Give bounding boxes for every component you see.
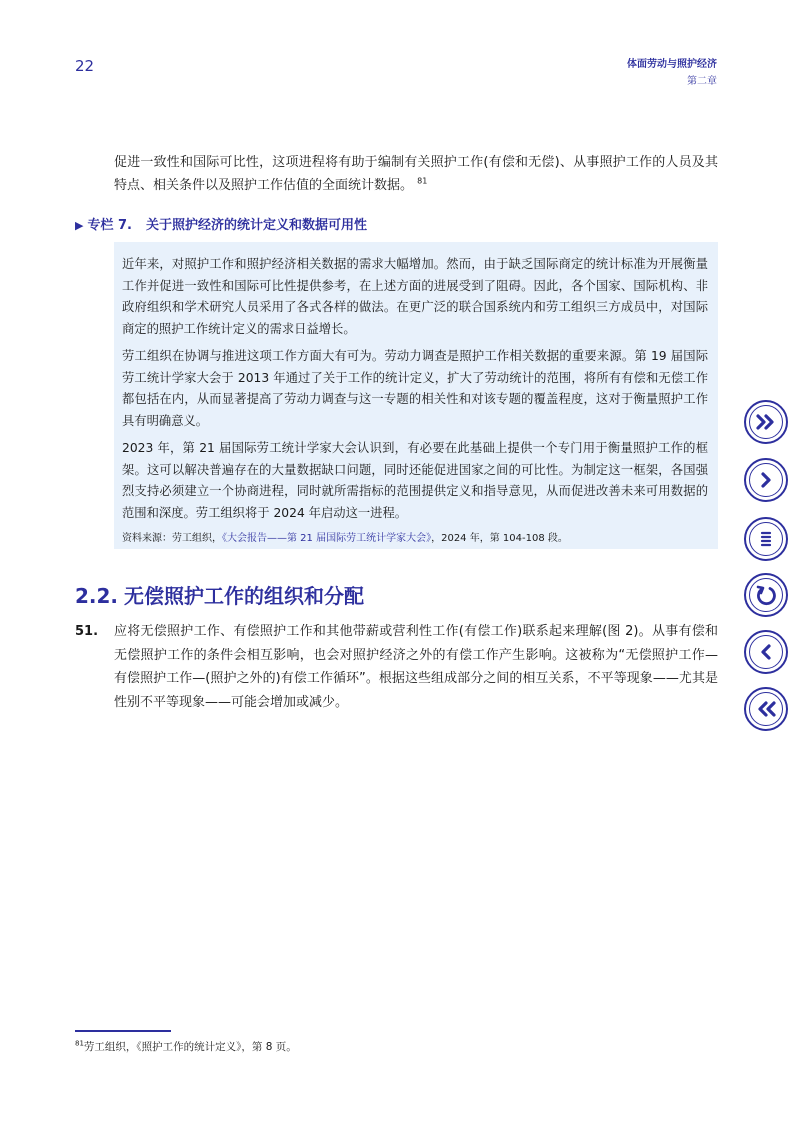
box-paragraph-1: 近年来，对照护工作和照护经济相关数据的需求大幅增加。然而，由于缺乏国际商定的统计标准为开展衡量工作并促进一致性和国际可比性提供参考，在上述方面的进展受到了阻碍。因此，各个国家、国际机构、非政府组织和学术研究人员采用了各式各样的做法。在更广泛的联合国系统内和劳工组织三方成员中，对国际商定的照护工作统计定义的需求日益增长。 bbox=[122, 257, 708, 336]
menu-icon bbox=[749, 522, 783, 556]
box-title bbox=[75, 214, 367, 233]
previous-section-button[interactable] bbox=[744, 687, 788, 731]
double-chevron-left-icon bbox=[749, 692, 783, 726]
box-source bbox=[122, 530, 708, 548]
triangle-marker-icon: ▶ bbox=[75, 219, 84, 232]
chapter-label: 第二章 bbox=[687, 76, 717, 87]
next-section-button[interactable] bbox=[744, 400, 788, 444]
chevron-right-icon bbox=[749, 463, 783, 497]
back-icon bbox=[749, 578, 783, 612]
footnote-number: 81 bbox=[75, 1039, 84, 1048]
next-page-button[interactable] bbox=[744, 458, 788, 502]
source-title-link[interactable]: 《大会报告——第 21 届国际劳工统计学家大会》 bbox=[222, 533, 432, 544]
footnote-divider bbox=[75, 1030, 171, 1032]
box-paragraph-2: 劳工组织在协调与推进这项工作方面大有可为。劳动力调查是照护工作相关数据的重要来源。第 19 届国际劳工统计学家大会于 2013 年通过了关于工作的统计定义，扩大了劳动统计的范围，将所有有偿和无偿工作都包括在内，从而显著提高了劳动力调查与这一专题的相关性和对该专题的覆盖程度，这对于衡量照护工作具有明确意义。 bbox=[122, 349, 708, 428]
paragraph-number: 51. bbox=[75, 624, 99, 639]
double-chevron-right-icon bbox=[749, 405, 783, 439]
previous-page-button[interactable] bbox=[744, 630, 788, 674]
section-heading bbox=[75, 580, 364, 609]
running-head bbox=[627, 58, 717, 89]
box-number: 专栏 7. bbox=[87, 218, 132, 233]
intro-paragraph bbox=[114, 151, 718, 197]
back-button[interactable] bbox=[744, 573, 788, 617]
paragraph-text: 应将无偿照护工作、有偿照护工作和其他带薪或营利性工作(有偿工作)联系起来理解(图 2)。从事有偿和无偿照护工作的条件会相互影响，也会对照护经济之外的有偿工作产生影响。这被称为“无偿照护工作—有偿照护工作—(照护之外的)有偿工作循环”。根据这些组成部分之间的相互关系，不平等现象——尤其是性别不平等现象——可能会增加或减少。 bbox=[114, 624, 718, 710]
publication-title: 体面劳动与照护经济 bbox=[627, 59, 717, 70]
contents-button[interactable] bbox=[744, 517, 788, 561]
box-title-text: 关于照护经济的统计定义和数据可用性 bbox=[145, 218, 367, 233]
footnote bbox=[75, 1040, 297, 1054]
source-prefix: 资料来源：劳工组织， bbox=[122, 533, 222, 544]
footnote-text: 劳工组织，《照护工作的统计定义》，第 8 页。 bbox=[83, 1041, 297, 1053]
source-suffix: ，2024 年，第 104-108 段。 bbox=[431, 533, 568, 544]
section-title: 无偿照护工作的组织和分配 bbox=[124, 584, 365, 608]
box-paragraph-3: 2023 年，第 21 届国际劳工统计学家大会认识到，有必要在此基础上提供一个专门用于衡量照护工作的框架。这可以解决普遍存在的大量数据缺口问题，同时还能促进国家之间的可比性。为制定这一框架，各国强烈支持必须建立一个协商进程，同时就所需指标的范围提供定义和指导意见，从而促进改善未来可用数据的范围和深度。劳工组织将于 2024 年启动这一进程。 bbox=[122, 441, 708, 520]
info-box bbox=[114, 242, 718, 549]
intro-text: 促进一致性和国际可比性，这项进程将有助于编制有关照护工作(有偿和无偿)、从事照护工作的人员及其特点、相关条件以及照护工作估值的全面统计数据。 bbox=[114, 155, 718, 193]
paragraph-51 bbox=[75, 620, 718, 714]
section-number: 2.2. bbox=[75, 584, 119, 608]
footnote-ref[interactable]: 81 bbox=[417, 176, 428, 186]
chevron-left-icon bbox=[749, 635, 783, 669]
page-number: 22 bbox=[75, 57, 95, 75]
